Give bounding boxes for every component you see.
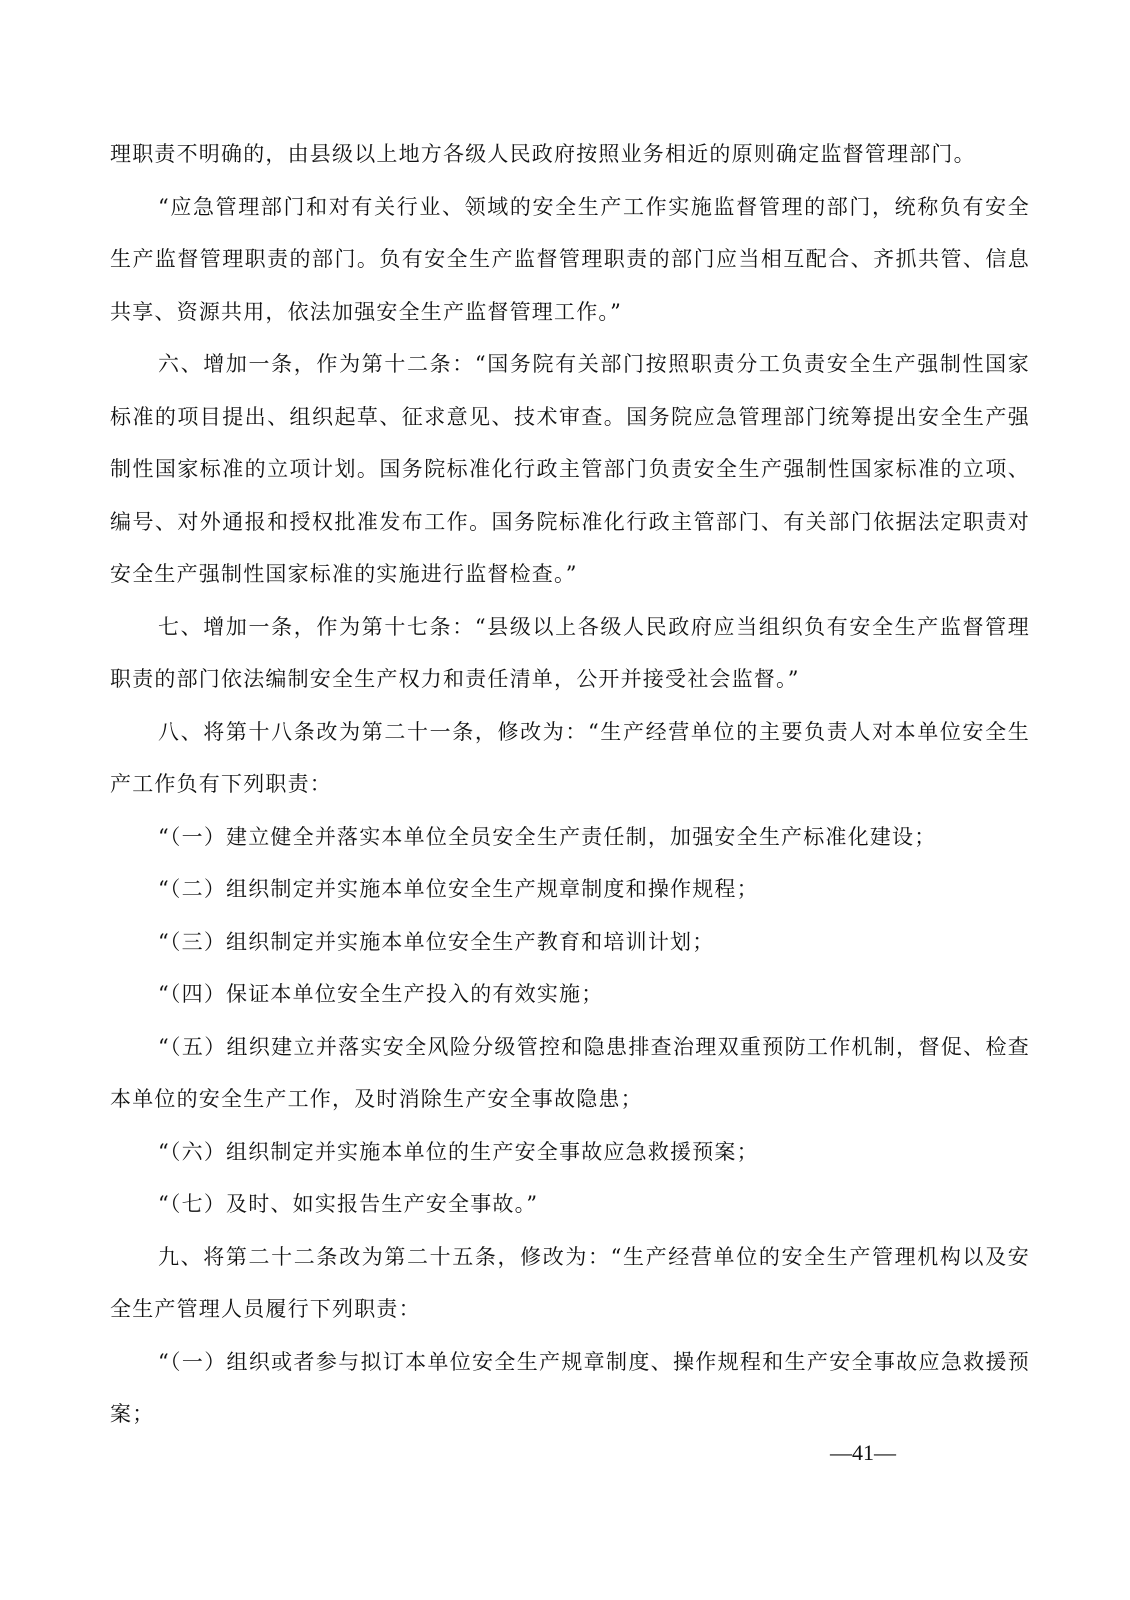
list-item-duty-6: “（六）组织制定并实施本单位的生产安全事故应急救援预案； — [158, 1139, 759, 1164]
list-item-duty-7: “（七）及时、如实报告生产安全事故。” — [158, 1192, 539, 1216]
paragraph-item-7: 七、增加一条，作为第十七条：“县级以上各级人民政府应当组织负有安全生产监督管理职责的部门依法编制安全生产权力和责任清单，公开并接受社会监督。” — [110, 614, 1030, 691]
paragraph-emergency-management: “应急管理部门和对有关行业、领域的安全生产工作实施监督管理的部门，统称负有安全生产监督管理职责的部门。负有安全生产监督管理职责的部门应当相互配合、齐抓共管、信息共享、资源共用，依法加强安全生产监督管理工作。” — [110, 194, 1030, 324]
paragraph-continuation: 理职责不明确的，由县级以上地方各级人民政府按照业务相近的原则确定监督管理部门。 — [110, 142, 976, 166]
paragraph-item-8: 八、将第十八条改为第二十一条，修改为：“生产经营单位的主要负责人对本单位安全生产工作负有下列职责： — [110, 719, 1030, 796]
list-item-duty-5: “（五）组织建立并落实安全风险分级管控和隐患排查治理双重预防工作机制，督促、检查本单位的安全生产工作，及时消除生产安全事故隐患； — [110, 1034, 1030, 1111]
list-item-duty-4: “（四）保证本单位安全生产投入的有效实施； — [158, 982, 604, 1006]
document-body — [110, 128, 1030, 1441]
list-item-duty-3: “（三）组织制定并实施本单位安全生产教育和培训计划； — [158, 929, 715, 954]
paragraph-item-6: 六、增加一条，作为第十二条：“国务院有关部门按照职责分工负责安全生产强制性国家标准的项目提出、组织起草、征求意见、技术审查。国务院应急管理部门统筹提出安全生产强制性国家标准的立项计划。国务院标准化行政主管部门负责安全生产强制性国家标准的立项、编号、对外通报和授权批准发布工作。国务院标准化行政主管部门、有关部门依据法定职责对安全生产强制性国家标准的实施进行监督检查。” — [110, 352, 1030, 586]
list-item-duty-1: “（一）建立健全并落实本单位全员安全生产责任制，加强安全生产标准化建设； — [158, 824, 937, 849]
list-item-duty-2: “（二）组织制定并实施本单位安全生产规章制度和操作规程； — [158, 877, 759, 901]
list-item-management-duty-1: “（一）组织或者参与拟订本单位安全生产规章制度、操作规程和生产安全事故应急救援预案； — [110, 1349, 1030, 1426]
paragraph-item-9: 九、将第二十二条改为第二十五条，修改为：“生产经营单位的安全生产管理机构以及安全生产管理人员履行下列职责： — [110, 1244, 1030, 1321]
page-number: —41— — [830, 1440, 896, 1465]
